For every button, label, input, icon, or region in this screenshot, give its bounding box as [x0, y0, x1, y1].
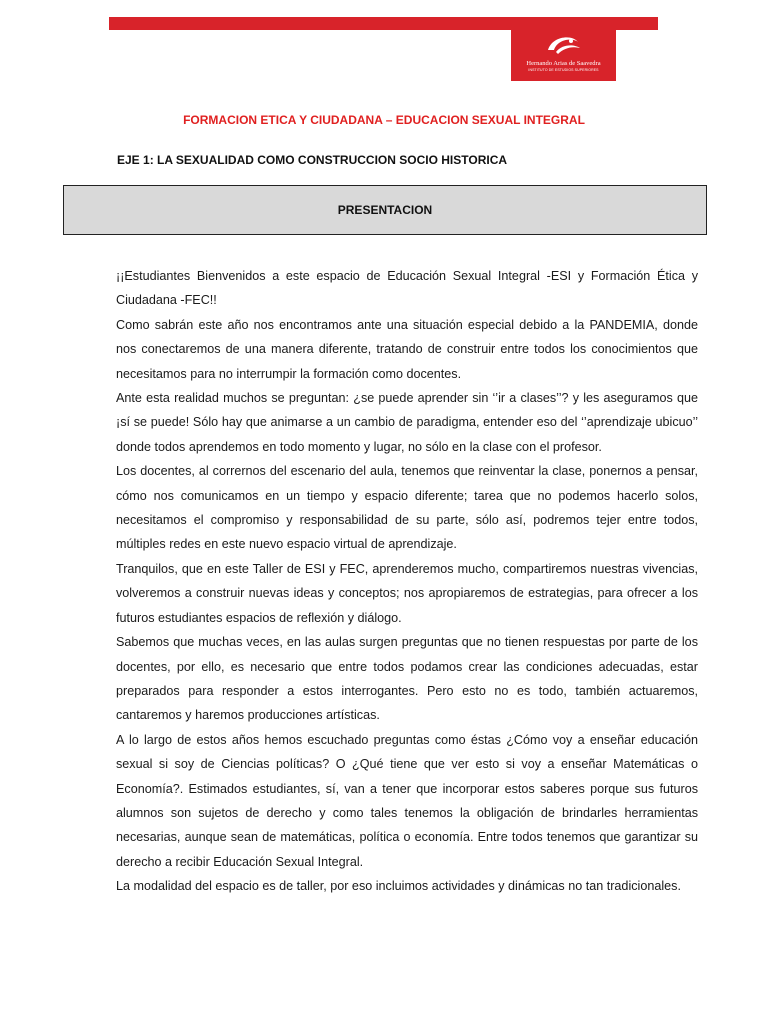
paragraph: Sabemos que muchas veces, en las aulas surgen preguntas que no tienen respuestas por parte de los docentes, por ello, es necesario que entre todos podamos crear las condiciones adecuadas, estar preparados para responder a estos interrogantes. Pero esto no es todo, también actuaremos, cantaremos y haremos producciones artísticas.	[116, 635, 698, 723]
paragraph: Ante esta realidad muchos se preguntan: ¿se puede aprender sin ‘’ir a clases’’? y les aseguramos que ¡sí se puede! Sólo hay que animarse a un cambio de paradigma, entender eso del ‘’aprendizaje ubicuo’’ donde todos aprendemos en todo momento y lugar, no sólo en la clase con el profesor.	[116, 391, 698, 454]
logo-institution-name: Hernando Arias de Saavedra	[526, 60, 601, 67]
section-title: PRESENTACION	[337, 203, 433, 217]
logo-emblem-icon	[544, 32, 584, 58]
paragraph: Como sabrán este año nos encontramos ante una situación especial debido a la PANDEMIA, donde nos conectaremos de una manera diferente, tratando de construir entre todos los conocimientos que necesitamos para no interrumpir la formación como docentes.	[116, 317, 698, 381]
institution-logo	[511, 26, 616, 81]
paragraph: ¡¡Estudiantes Bienvenidos a este espacio de Educación Sexual Integral -ESI y Formación Ética y Ciudadana -FEC!!	[116, 269, 698, 308]
paragraph: La modalidad del espacio es de taller, por eso incluimos actividades y dinámicas no tan tradicionales.	[116, 879, 681, 894]
axis-heading: EJE 1: LA SEXUALIDAD COMO CONSTRUCCION SOCIO HISTORICA	[117, 153, 508, 167]
logo-institution-subtitle: INSTITUTO DE ESTUDIOS SUPERIORES	[528, 68, 599, 72]
paragraph: A lo largo de estos años hemos escuchado preguntas como éstas ¿Cómo voy a enseñar educación sexual si soy de Ciencias políticas? O ¿Qué tiene que ver esto si voy a enseñar Matemáticas o Economía?. Estimados estudiantes, sí, van a tener que incorporar estos saberes porque sus futuros alumnos son sujetos de derecho y como tales tenemos la obligación de brindarles herramientas necesarias, aunque sean de matemáticas, política o economía. Entre todos tenemos que garantizar su derecho a recibir Educación Sexual Integral.	[116, 732, 698, 869]
body-text	[116, 264, 698, 899]
section-title-box	[63, 185, 707, 235]
paragraph: Tranquilos, que en este Taller de ESI y FEC, aprenderemos mucho, compartiremos nuestras vivencias, volveremos a construir nuevas ideas y conceptos; nos apropiaremos de estrategias, para ofrecer a los futuros estudiantes espacios de reflexión y diálogo.	[116, 561, 698, 625]
paragraph: Los docentes, al corrernos del escenario del aula, tenemos que reinventar la clase, ponernos a pensar, cómo nos comunicamos en un tiempo y espacio diferente; tarea que no podemos hacerlo solos, necesitamos el compromiso y responsabilidad de su parte, sólo así, podremos tejer entre todos, múltiples redes en este nuevo espacio virtual de aprendizaje.	[116, 464, 698, 552]
document-title: FORMACION ETICA Y CIUDADANA – EDUCACION SEXUAL INTEGRAL	[183, 113, 585, 127]
